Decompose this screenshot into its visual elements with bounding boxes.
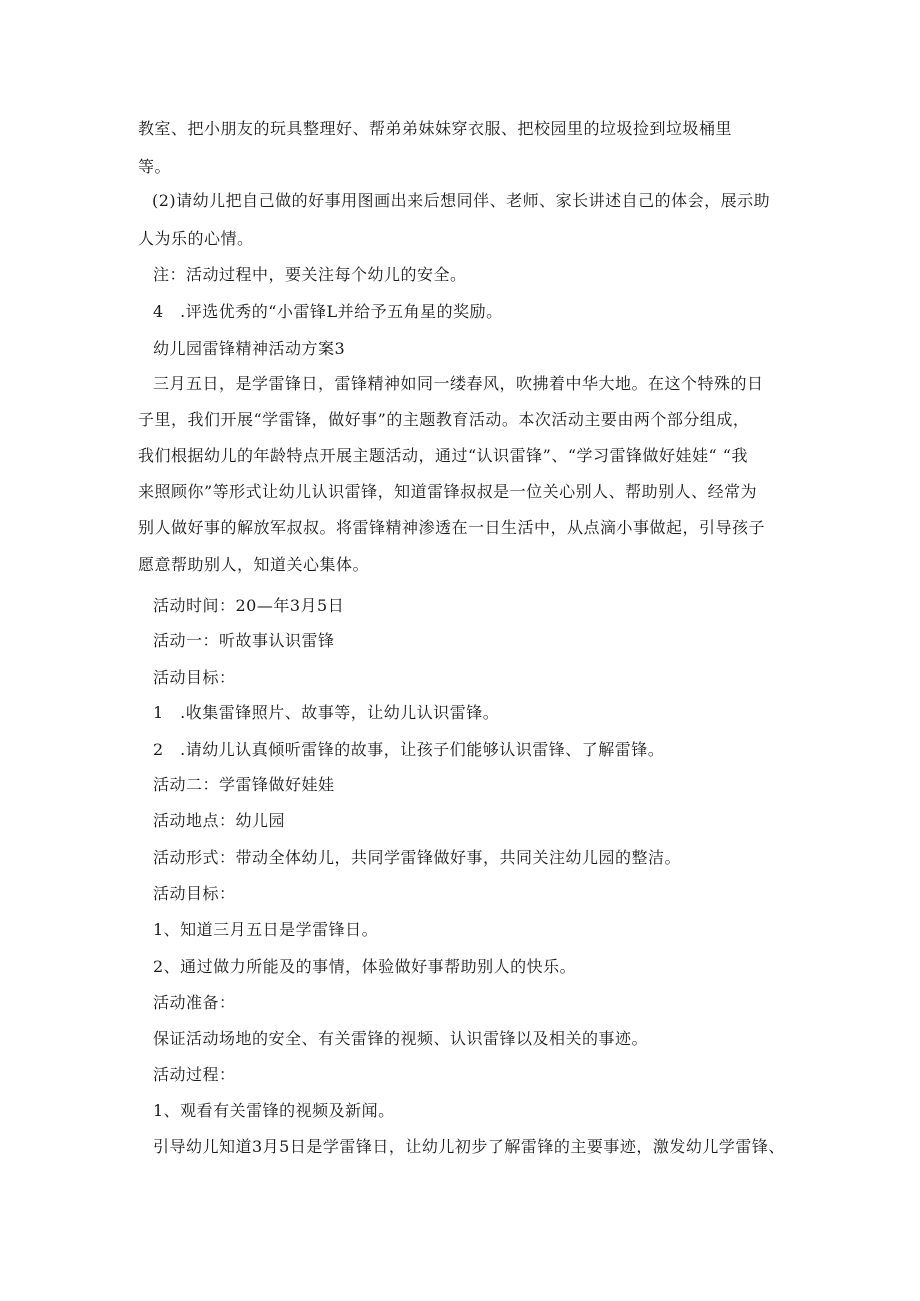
paragraph-line: 引导幼儿知道3月5日是学雷锋日，让幼儿初步了解雷锋的主要事迹，激发幼儿学雷锋、 — [153, 1137, 785, 1156]
paragraph-line: 活动形式：带动全体幼儿，共同学雷锋做好事，共同关注幼儿园的整洁。 — [153, 848, 682, 867]
paragraph-line: 教室、把小朋友的玩具整理好、帮弟弟妹妹穿衣服、把校园里的垃圾捡到垃圾桶里 — [138, 119, 733, 138]
paragraph-line: 愿意帮助别人，知道关心集体。 — [138, 555, 370, 574]
paragraph-line: 三月五日，是学雷锋日，雷锋精神如同一缕春风，吹拂着中华大地。在这个特殊的日 — [153, 374, 764, 393]
paragraph-line: (2)请幼儿把自己做的好事用图画出来后想同伴、老师、家长讲述自己的体会，展示助 — [152, 191, 771, 210]
list-item: 2、通过做力所能及的事情，体验做好事帮助别人的快乐。 — [153, 957, 577, 976]
paragraph-line: 活动一：听故事认识雷锋 — [153, 631, 335, 650]
paragraph-line: 保证活动场地的安全、有关雷锋的视频、认识雷锋以及相关的事迹。 — [153, 1029, 649, 1048]
paragraph-line: 活动目标： — [153, 884, 236, 903]
paragraph-line: 人为乐的心情。 — [138, 229, 254, 248]
paragraph-line: 别人做好事的解放军叔叔。将雷锋精神渗透在一日生活中，从点滴小事做起，引导孩子 — [138, 518, 766, 537]
list-item: 1、知道三月五日是学雷锋日。 — [153, 920, 379, 939]
paragraph-line: 活动二：学雷锋做好娃娃 — [153, 775, 335, 794]
paragraph-line: 活动时间：20—年3月5日 — [153, 596, 345, 615]
paragraph-line: 活动准备： — [153, 993, 236, 1012]
list-item: 4 .评选优秀的“小雷锋L并给予五角星的奖励。 — [153, 302, 503, 321]
list-item: 1 .收集雷锋照片、故事等，让幼儿认识雷锋。 — [153, 703, 500, 722]
list-item: 1、观看有关雷锋的视频及新闻。 — [153, 1101, 395, 1120]
paragraph-line: 活动地点：幼儿园 — [153, 811, 286, 830]
paragraph-line: 我们根据幼儿的年龄特点开展主题活动，通过“认识雷锋”、“学习雷锋做好娃娃“ “我 — [138, 446, 748, 465]
paragraph-line: 活动目标： — [153, 668, 236, 687]
paragraph-line: 子里，我们开展“学雷锋，做好事”的主题教育活动。本次活动主要由两个部分组成， — [138, 410, 750, 429]
paragraph-line: 注：活动过程中，要关注每个幼儿的安全。 — [153, 265, 467, 284]
paragraph-line: 活动过程： — [153, 1065, 236, 1084]
paragraph-line: 来照顾你”等形式让幼儿认识雷锋，知道雷锋叔叔是一位关心别人、帮助别人、经常为 — [138, 482, 758, 501]
section-heading: 幼儿园雷锋精神活动方案3 — [153, 339, 346, 358]
paragraph-line: 等。 — [138, 157, 172, 176]
list-item: 2 .请幼儿认真倾听雷锋的故事，让孩子们能够认识雷锋、了解雷锋。 — [153, 740, 665, 759]
